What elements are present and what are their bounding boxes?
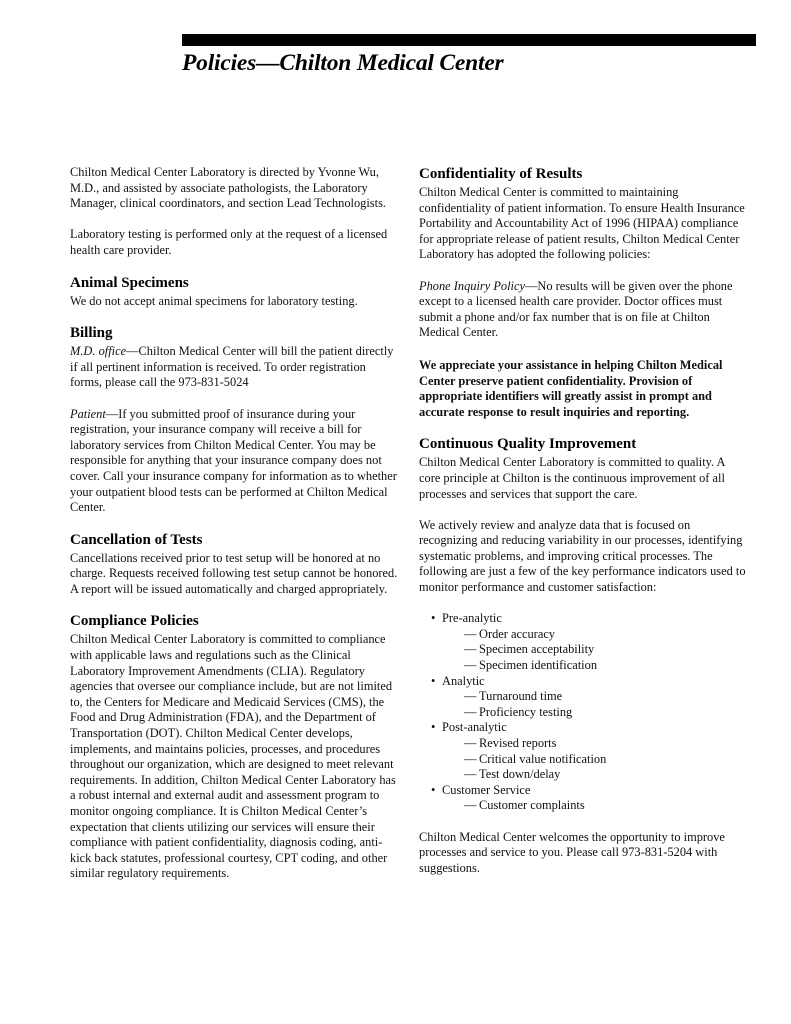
indicator-item-label: Test down/delay xyxy=(479,767,561,782)
performance-indicator-list xyxy=(419,611,749,814)
indicator-sublist xyxy=(442,689,749,720)
indicator-item-label: Order accuracy xyxy=(479,626,556,641)
indicator-group xyxy=(419,720,749,782)
phone-inquiry-label: Phone Inquiry Policy xyxy=(419,278,525,293)
quality-intro-text: Chilton Medical Center Laboratory is committed to quality. A core principle at Chilton is the continuous improvement of all processes and services that support the care. xyxy=(419,455,725,501)
indicator-item xyxy=(464,767,749,783)
indicator-item xyxy=(464,627,749,643)
dash-marker: — xyxy=(464,658,477,673)
cancellation-section xyxy=(70,531,400,598)
indicator-sublist xyxy=(442,736,749,783)
indicator-group xyxy=(419,611,749,673)
bullet-icon: • xyxy=(431,673,436,688)
confidentiality-bold-note: We appreciate your assistance in helping Chilton Medical Center preserve patient confidentiality. Provision of appropriate identifiers will greatly assist in prompt and accurate response to result inquiries and reporting. xyxy=(419,357,723,419)
animal-specimens-text: We do not accept animal specimens for laboratory testing. xyxy=(70,293,358,308)
confidentiality-text: Chilton Medical Center is committed to maintaining confidentiality of patient information. To ensure Health Insurance Portability and Accountability Act of 1996 (HIPAA) compliance for appropriate release of patient results, Chilton Medical Center Laboratory has adopted the following policies: xyxy=(419,185,745,262)
indicator-item xyxy=(464,705,749,721)
billing-patient-paragraph xyxy=(70,407,400,516)
header-rule xyxy=(182,34,756,46)
dash-marker: — xyxy=(464,798,477,813)
section-heading-animal-specimens: Animal Specimens xyxy=(70,274,189,291)
indicator-group xyxy=(419,783,749,814)
quality-section xyxy=(419,435,749,876)
md-office-label: M.D. office xyxy=(70,344,127,359)
indicator-sublist xyxy=(442,798,749,814)
dash-marker: — xyxy=(464,689,477,704)
patient-label: Patient xyxy=(70,406,106,421)
section-heading-billing: Billing xyxy=(70,325,113,342)
indicator-item-label: Turnaround time xyxy=(479,689,563,704)
indicator-item-label: Customer complaints xyxy=(479,798,585,813)
intro-paragraph: Chilton Medical Center Laboratory is directed by Yvonne Wu, M.D., and assisted by associate pathologists, the Laboratory Manager, clinical coordinators, and section Lead Technologists. xyxy=(70,165,386,211)
indicator-group xyxy=(419,674,749,721)
indicator-item xyxy=(464,658,749,674)
billing-md-office-paragraph xyxy=(70,344,400,391)
billing-section xyxy=(70,324,400,516)
indicator-item xyxy=(464,798,749,814)
bullet-icon: • xyxy=(431,782,436,797)
indicator-item xyxy=(464,689,749,705)
indicator-item xyxy=(464,752,749,768)
dash-marker: — xyxy=(464,642,477,657)
section-heading-compliance: Compliance Policies xyxy=(70,613,199,630)
indicator-item xyxy=(464,642,749,658)
compliance-section xyxy=(70,612,400,882)
cancellation-text: Cancellations received prior to test setup will be honored at no charge. Requests received following test setup cannot be honored. A report will be issued automatically and charged appropriately. xyxy=(70,550,398,596)
md-office-text: —Chilton Medical Center will bill the patient directly if all pertinent information is received. To order registration forms, please call the 973-831-5024 xyxy=(70,344,394,390)
left-column xyxy=(70,165,400,882)
indicator-item-label: Proficiency testing xyxy=(479,704,573,719)
phone-inquiry-text: —No results will be given over the phone except to a licensed health care provider. Doctor offices must submit a phone and/or fax number that is on file at Chilton Medical Center. xyxy=(419,278,733,340)
indicator-group-label: Pre-analytic xyxy=(442,611,502,626)
quality-closing-text: Chilton Medical Center welcomes the opportunity to improve processes and service to you. Please call 973-831-5204 with suggestions. xyxy=(419,829,725,875)
dash-marker: — xyxy=(464,767,477,782)
section-heading-cancellation: Cancellation of Tests xyxy=(70,531,203,548)
indicator-group-label: Analytic xyxy=(442,673,485,688)
dash-marker: — xyxy=(464,736,477,750)
confidentiality-section xyxy=(419,165,749,420)
section-heading-confidentiality: Confidentiality of Results xyxy=(419,166,583,182)
indicator-item xyxy=(464,736,749,752)
page-title: Policies—Chilton Medical Center xyxy=(182,50,504,76)
indicator-item-label: Specimen identification xyxy=(479,658,598,673)
intro-paragraph-testing: Laboratory testing is performed only at the request of a licensed health care provider. xyxy=(70,227,388,257)
bullet-icon: • xyxy=(431,720,436,735)
indicator-group-label: Customer Service xyxy=(442,782,531,797)
compliance-text: Chilton Medical Center Laboratory is committed to compliance with applicable laws and regulations such as the Clinical Laboratory Improvement Amendments (CLIA). Regulatory agencies that oversee our compliance include, but are not limited to, the Centers for Medicare and Medicaid Services (CMS), the Food and Drug Administration (FDA), and the Department of Transportation (DOT). Chilton Medical Center develops, implements, and maintains policies, processes, and procedures throughout our organization, which are designed to meet relevant requirements. In addition, Chilton Medical Center Laboratory has a robust internal and external audit and assessment program to monitor ongoing compliance. It is Chilton Medical Center’s expectation that clients utilizing our services will ensure their compliance with patient confidentiality, diagnosis coding, anti- kick back statutes, professional courtesy, CPT coding, and other similar regulatory requirements. xyxy=(70,632,396,881)
dash-marker: — xyxy=(464,751,477,766)
indicator-group-label: Post-analytic xyxy=(442,720,507,735)
bullet-icon: • xyxy=(431,611,436,626)
section-heading-quality: Continuous Quality Improvement xyxy=(419,436,637,453)
quality-review-text: We actively review and analyze data that is focused on recognizing and reducing variability in our processes, identifying systematic problems, and improving critical processes. The following are just a few of the key performance indicators used to monitor performance and customer satisfaction: xyxy=(419,517,746,595)
indicator-item-label: Specimen acceptability xyxy=(479,642,595,657)
dash-marker: — xyxy=(464,626,477,641)
indicator-item-label: Critical value notification xyxy=(479,751,607,766)
patient-text: —If you submitted proof of insurance during your registration, your insurance company will receive a bill for laboratory services from Chilton Medical Center. You may be responsible for anything that your insurance company does not cover. Call your insurance company for information as to whether your outpatient blood tests can be performed at Chilton Medical Center. xyxy=(70,406,397,515)
indicator-sublist xyxy=(442,627,749,674)
right-column xyxy=(419,165,749,876)
animal-specimens-section xyxy=(70,274,400,310)
indicator-item-label: Revised reports xyxy=(479,736,557,750)
dash-marker: — xyxy=(464,704,477,719)
phone-inquiry-paragraph xyxy=(419,279,749,341)
